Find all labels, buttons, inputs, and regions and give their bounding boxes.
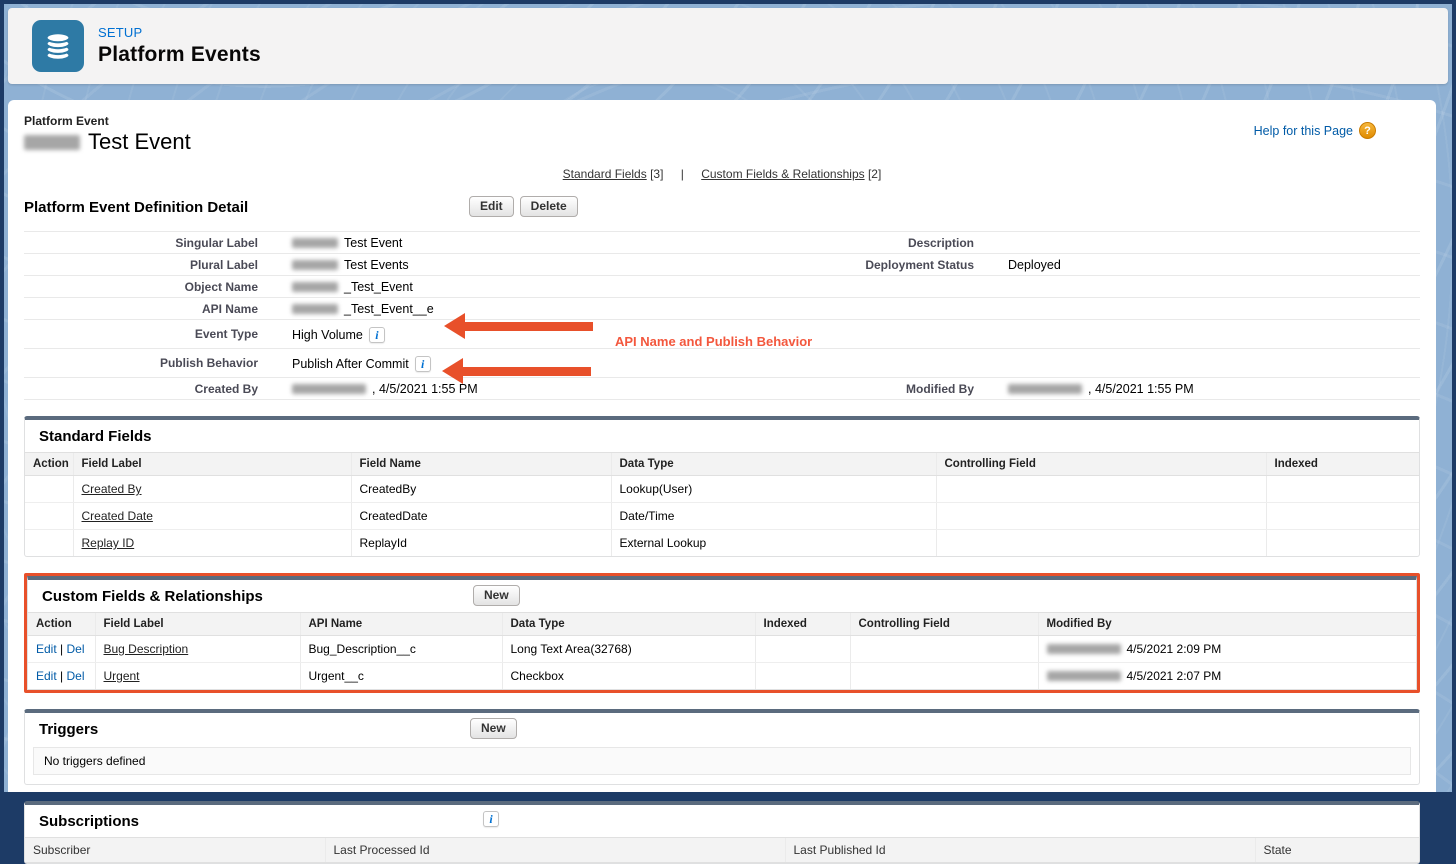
delete-button[interactable]: Delete	[520, 196, 578, 217]
table-row: Edit | Del Bug Description Bug_Description__c Long Text Area(32768) 4/5/2021 2:09 PM	[28, 636, 1416, 663]
field-value-publish-behavior: Publish After Commit i	[270, 349, 730, 377]
custom-fields-table	[28, 612, 1416, 689]
field-label-modified-by: Modified By	[906, 382, 974, 396]
field-link[interactable]: Replay ID	[81, 536, 135, 550]
column-header-controlling-field: Controlling Field	[850, 613, 1038, 636]
field-link[interactable]: Created By	[81, 482, 142, 496]
page-title: Platform Events	[98, 43, 261, 66]
table-row: Replay ID ReplayId External Lookup	[25, 530, 1419, 557]
setup-eyebrow: SETUP	[98, 25, 143, 40]
field-value-created-by: , 4/5/2021 1:55 PM	[270, 378, 730, 399]
new-trigger-button[interactable]: New	[470, 718, 517, 739]
edit-link[interactable]: Edit	[36, 669, 57, 683]
triggers-heading: Triggers	[39, 721, 99, 738]
main-content	[8, 100, 1436, 857]
standard-fields-heading: Standard Fields	[39, 428, 152, 445]
redacted-entity-name	[24, 135, 80, 150]
field-value-event-type: High Volume i	[270, 320, 730, 348]
column-header-action: Action	[25, 453, 73, 476]
field-label-created-by: Created By	[194, 382, 258, 396]
field-value-object-name: _Test_Event	[270, 276, 730, 297]
triggers-section	[24, 709, 1420, 785]
redacted-user-name	[1047, 671, 1121, 681]
redacted-user-name	[1008, 384, 1082, 394]
del-link[interactable]: Del	[66, 642, 85, 656]
custom-fields-heading: Custom Fields & Relationships	[42, 588, 263, 605]
annotation-text: API Name and Publish Behavior	[615, 334, 813, 349]
field-label-plural-label: Plural Label	[189, 258, 258, 272]
platform-events-icon	[32, 20, 84, 72]
annotation-highlight-box	[24, 573, 1420, 693]
field-label-event-type: Event Type	[194, 327, 258, 341]
new-custom-field-button[interactable]: New	[473, 585, 520, 606]
setup-header	[8, 8, 1448, 84]
entity-title: Test Event	[24, 129, 1420, 155]
info-icon[interactable]: i	[483, 811, 499, 827]
field-value-deployment-status: Deployed	[1008, 258, 1061, 272]
field-link[interactable]: Urgent	[103, 669, 140, 683]
info-icon[interactable]: i	[415, 356, 431, 372]
redacted-text	[292, 260, 338, 270]
column-header-state: State	[1255, 838, 1419, 863]
field-link[interactable]: Created Date	[81, 509, 153, 523]
nav-separator: |	[680, 167, 684, 181]
column-header-field-label: Field Label	[95, 613, 300, 636]
desktop-background	[4, 4, 1452, 857]
triggers-empty-message: No triggers defined	[33, 747, 1411, 775]
subscriptions-section	[24, 801, 1420, 864]
column-header-subscriber: Subscriber	[25, 838, 325, 863]
subscriptions-heading: Subscriptions	[39, 813, 140, 830]
column-header-last-published-id: Last Published Id	[785, 838, 1255, 863]
standard-fields-section	[24, 416, 1420, 557]
field-label-publish-behavior: Publish Behavior	[159, 356, 258, 370]
nav-link-standard-fields[interactable]: Standard Fields	[562, 167, 647, 181]
redacted-text	[292, 238, 338, 248]
table-row: Edit | Del Urgent Urgent__c Checkbox 4/5/2021 2:07 PM	[28, 663, 1416, 690]
subscriptions-table	[25, 837, 1419, 863]
info-icon[interactable]: i	[369, 327, 385, 343]
field-label-deployment-status: Deployment Status	[865, 258, 974, 272]
field-label-description: Description	[907, 236, 974, 250]
column-header-modified-by: Modified By	[1038, 613, 1416, 636]
edit-button[interactable]: Edit	[469, 196, 514, 217]
del-link[interactable]: Del	[66, 669, 85, 683]
field-value-api-name: _Test_Event__e	[270, 298, 730, 319]
redacted-text	[292, 282, 338, 292]
field-label-singular-label: Singular Label	[175, 236, 258, 250]
entity-type-label: Platform Event	[24, 114, 109, 128]
field-value-modified-by: , 4/5/2021 1:55 PM	[986, 378, 1420, 399]
column-header-data-type: Data Type	[611, 453, 936, 476]
column-header-api-name: API Name	[300, 613, 502, 636]
detail-grid	[24, 231, 1420, 400]
table-row: Created Date CreatedDate Date/Time	[25, 503, 1419, 530]
edit-link[interactable]: Edit	[36, 642, 57, 656]
column-header-last-processed-id: Last Processed Id	[325, 838, 785, 863]
field-label-api-name: API Name	[201, 302, 258, 316]
column-header-indexed: Indexed	[1266, 453, 1419, 476]
column-header-indexed: Indexed	[755, 613, 850, 636]
redacted-text	[292, 304, 338, 314]
detail-section-heading: Platform Event Definition Detail	[24, 199, 249, 216]
field-link[interactable]: Bug Description	[103, 642, 189, 656]
column-header-field-label: Field Label	[73, 453, 351, 476]
table-row: Created By CreatedBy Lookup(User)	[25, 476, 1419, 503]
field-label-object-name: Object Name	[184, 280, 258, 294]
column-header-data-type: Data Type	[502, 613, 755, 636]
column-header-action: Action	[28, 613, 95, 636]
column-header-field-name: Field Name	[351, 453, 611, 476]
column-header-controlling-field: Controlling Field	[936, 453, 1266, 476]
help-icon[interactable]: ?	[1359, 122, 1376, 139]
redacted-user-name	[1047, 644, 1121, 654]
field-value-description	[986, 232, 1420, 253]
redacted-user-name	[292, 384, 366, 394]
nav-link-custom-fields[interactable]: Custom Fields & Relationships	[701, 167, 865, 181]
annotation-arrow-api-name	[465, 322, 593, 331]
section-nav: Standard Fields [3] | Custom Fields & Relationships [2]	[562, 167, 882, 181]
standard-fields-table	[25, 452, 1419, 556]
field-value-singular-label: Test Event	[270, 232, 730, 253]
field-value-plural-label: Test Events	[270, 254, 730, 275]
annotation-arrow-publish-behavior	[463, 367, 591, 376]
custom-fields-section	[27, 576, 1417, 690]
help-for-this-page-link[interactable]: Help for this Page ?	[1254, 122, 1376, 139]
